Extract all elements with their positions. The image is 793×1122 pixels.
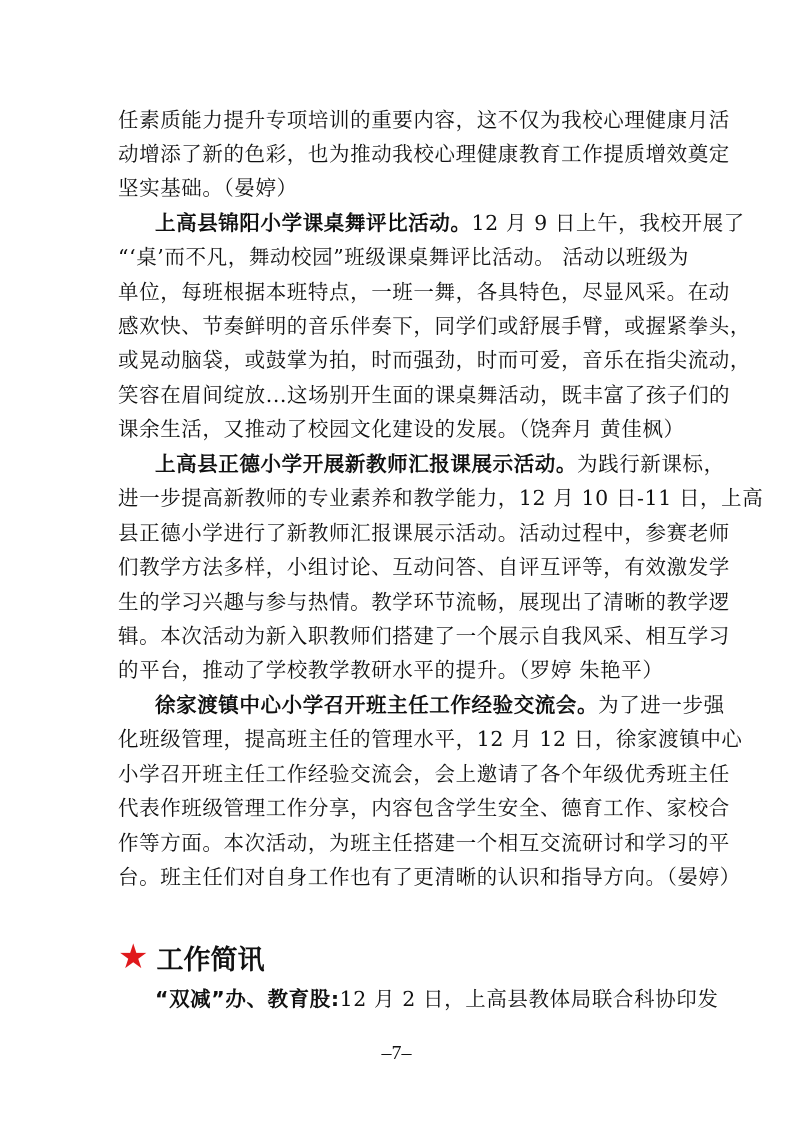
section-heading bbox=[118, 937, 264, 977]
text-span: 12 月 2 日，上高县教体局联合科协印发 bbox=[339, 987, 719, 1011]
paragraph-heading: 上高县正德小学开展新教师汇报课展示活动。 bbox=[155, 452, 577, 476]
text-span: 12 月 9 日上午，我校开展了 bbox=[471, 211, 745, 235]
text-line: 小学召开班主任工作经验交流会，会上邀请了各个年级优秀班主任 bbox=[118, 762, 730, 786]
text-line: 辑。本次活动为新入职教师们搭建了一个展示自我风采、相互学习 bbox=[118, 624, 730, 648]
text-line: 县正德小学进行了新教师汇报课展示活动。活动过程中，参赛老师 bbox=[118, 521, 730, 545]
star-icon: ★ bbox=[118, 937, 149, 977]
text-line: 单位，每班根据本班特点，一班一舞，各具特色，尽显风采。在动 bbox=[118, 280, 730, 304]
text-line: 笑容在眉间绽放...这场别开生面的课桌舞活动，既丰富了孩子们的 bbox=[118, 383, 731, 407]
text-span: 为践行新课标， bbox=[577, 452, 725, 476]
paragraph-first-line bbox=[155, 983, 719, 1016]
text-line: 进一步提高新教师的专业素养和教学能力，12 月 10 日-11 日，上高 bbox=[118, 486, 764, 510]
text-line: 课余生活，又推动了校园文化建设的发展。（饶奔月 黄佳枫） bbox=[118, 417, 685, 441]
text-line: 生的学习兴趣与参与热情。教学环节流畅，展现出了清晰的教学逻 bbox=[118, 590, 730, 614]
paragraph-first-line bbox=[155, 207, 745, 240]
text-line: 作等方面。本次活动，为班主任搭建一个相互交流研讨和学习的平 bbox=[118, 831, 730, 855]
section-title: 工作简讯 bbox=[156, 944, 265, 976]
page-number: –7– bbox=[381, 1042, 412, 1064]
paragraph-heading: 徐家渡镇中心小学召开班主任工作经验交流会。 bbox=[155, 693, 599, 717]
text-line: 或晃动脑袋，或鼓掌为拍，时而强劲，时而可爱，音乐在指尖流动， bbox=[118, 348, 751, 372]
text-line: 的平台，推动了学校教学教研水平的提升。（罗婷 朱艳平） bbox=[118, 658, 664, 682]
text-line: 代表作班级管理工作分享，内容包含学生安全、德育工作、家校合 bbox=[118, 796, 730, 820]
text-line: “‘桌’而不凡，舞动校园”班级课桌舞评比活动。 活动以班级为 bbox=[118, 245, 690, 269]
text-line: 任素质能力提升专项培训的重要内容，这不仅为我校心理健康月活 bbox=[118, 108, 730, 132]
text-line: 感欢快、节奏鲜明的音乐伴奏下，同学们或舒展手臂，或握紧拳头， bbox=[118, 314, 751, 338]
text-line: 们教学方法多样，小组讨论、互动问答、自评互评等，有效激发学 bbox=[118, 555, 730, 579]
text-line: 坚实基础。（晏婷） bbox=[118, 176, 298, 200]
text-span: 为了进一步强 bbox=[598, 693, 725, 717]
text-line: 动增添了新的色彩，也为推动我校心理健康教育工作提质增效奠定 bbox=[118, 142, 730, 166]
paragraph-first-line bbox=[155, 448, 725, 481]
text-line: 台。班主任们对自身工作也有了更清晰的认识和指导方向。（晏婷） bbox=[118, 865, 741, 889]
text-line: 化班级管理，提高班主任的管理水平，12 月 12 日，徐家渡镇中心 bbox=[118, 727, 743, 751]
paragraph-heading: 上高县锦阳小学课桌舞评比活动。 bbox=[155, 211, 472, 235]
paragraph-heading: “双减”办、教育股: bbox=[155, 987, 340, 1011]
paragraph-first-line bbox=[155, 689, 725, 722]
